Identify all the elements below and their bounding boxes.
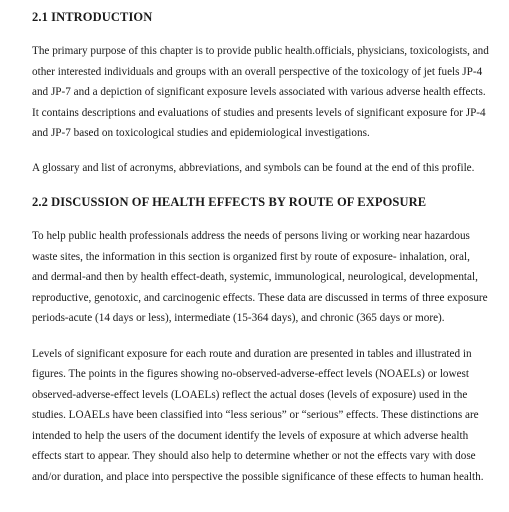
text-line: effects start to appear. They should also help to determine whether or not the effects vary with dose: [32, 450, 476, 462]
text-line: and JP-7 based on toxicological studies and epidemiological investigations.: [32, 127, 370, 139]
text-line: intended to help the users of the document identify the levels of exposure at which adverse health: [32, 429, 469, 442]
text-line: and JP-7 and a depiction of significant exposure levels associated with various adverse health effects.: [32, 86, 486, 98]
text-line: The primary purpose of this chapter is to provide public health.officials, physicians, toxicologists, and: [32, 45, 489, 57]
section-heading-discussion: 2.2 DISCUSSION OF HEALTH EFFECTS BY ROUTE OF EXPOSURE: [32, 195, 427, 209]
text-line: To help public health professionals address the needs of persons living or working near hazardous: [32, 230, 470, 242]
text-line: It contains descriptions and evaluations of studies and presents levels of significant exposure for JP-4: [32, 106, 486, 119]
text-line: other interested individuals and groups with an overall perspective of the toxicology of jet fuels JP-4: [32, 65, 483, 78]
text-line: periods-acute (14 days or less), intermediate (15-364 days), and chronic (365 days or more).: [32, 312, 445, 324]
text-line: observed-adverse-effect levels (LOAELs) reflect the actual doses (levels of exposure) used in the: [32, 388, 468, 401]
text-line: and/or duration, and place into perspective the possible significance of these effects to human health.: [32, 470, 484, 483]
text-line: waste sites, the information in this section is organized first by route of exposure- inhalation, oral,: [32, 250, 470, 263]
text-line: figures. The points in the figures showing no-observed-adverse-effect levels (NOAELs) or lowest: [32, 368, 470, 380]
introduction-paragraph-glossary: [32, 158, 497, 179]
discussion-paragraph-organization: [32, 226, 497, 329]
section-heading-introduction: 2.1 INTRODUCTION: [32, 10, 153, 24]
discussion-paragraph-exposure-levels: [32, 344, 497, 488]
introduction-paragraph-purpose: [32, 41, 497, 144]
text-line: A glossary and list of acronyms, abbreviations, and symbols can be found at the end of this profile.: [32, 161, 475, 174]
text-line: Levels of significant exposure for each route and duration are presented in tables and illustrated in: [32, 347, 472, 360]
text-line: studies. LOAELs have been classified into “less serious” or “serious” effects. These distinctions are: [32, 409, 479, 421]
text-line: reproductive, genotoxic, and carcinogenic effects. These data are discussed in terms of three exposure: [32, 291, 488, 304]
text-line: and dermal-and then by health effect-death, systemic, immunological, neurological, developmental,: [32, 271, 478, 283]
